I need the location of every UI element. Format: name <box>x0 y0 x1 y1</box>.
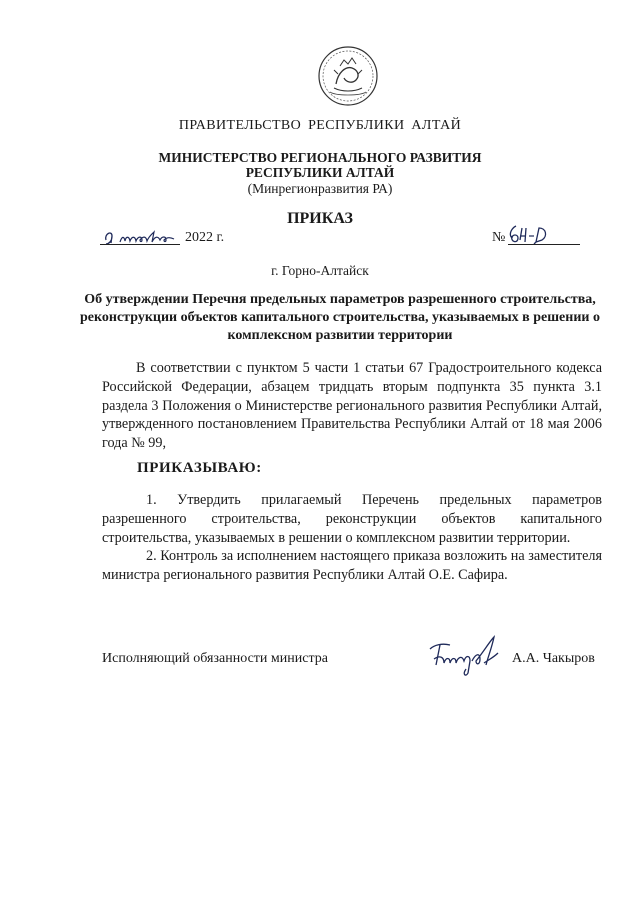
number-underline <box>508 244 580 245</box>
date-year: 2022 г. <box>185 230 225 245</box>
order-title: Об утверждении Перечня предельных параметров разрешенного строительства, реконструкции объектов капитального строительства, указываемых в решении о комплексном развитии территории <box>80 292 600 343</box>
coat-of-arms-emblem <box>316 44 380 108</box>
document-type: ПРИКАЗ <box>287 210 353 227</box>
signatory-position: Исполняющий обязанности министра <box>102 651 328 666</box>
date-underline <box>100 244 180 245</box>
order-item-2: 2. Контроль за исполнением настоящего приказа возложить на заместителя министра регионального развития Республики Алтай О.Е. Сафира. <box>102 548 602 583</box>
number-label: № <box>492 230 506 245</box>
preamble-paragraph: В соответствии с пунктом 5 части 1 статьи 67 Градостроительного кодекса Российской Федерации, абзацем тридцать вторым подпункта 35 пункта 3.1 раздела 3 Положения о Министерстве регионального развития Республики Алтай, утвержденного постановлением Правительства Республики Алтай от 18 мая 2006 года № 99, <box>102 360 602 452</box>
city: г. Горно-Алтайск <box>271 263 369 278</box>
handwritten-number <box>506 222 550 246</box>
handwritten-signature <box>424 633 514 679</box>
ministry-name-line1: МИНИСТЕРСТВО РЕГИОНАЛЬНОГО РАЗВИТИЯ <box>158 150 482 165</box>
government-name: ПРАВИТЕЛЬСТВО РЕСПУБЛИКИ АЛТАЙ <box>178 118 462 133</box>
handwritten-date <box>100 224 180 246</box>
ministry-short-name: (Минрегионразвития РА) <box>247 181 393 196</box>
ministry-name-line2: РЕСПУБЛИКИ АЛТАЙ <box>245 165 395 180</box>
signatory-name: А.А. Чакыров <box>512 651 595 666</box>
order-item-1: 1. Утвердить прилагаемый Перечень предельных параметров разрешенного строительства, реконструкции объектов капитального строительства, указываемых в решении о комплексном развитии территории. <box>102 492 602 546</box>
order-word: ПРИКАЗЫВАЮ: <box>137 460 262 476</box>
